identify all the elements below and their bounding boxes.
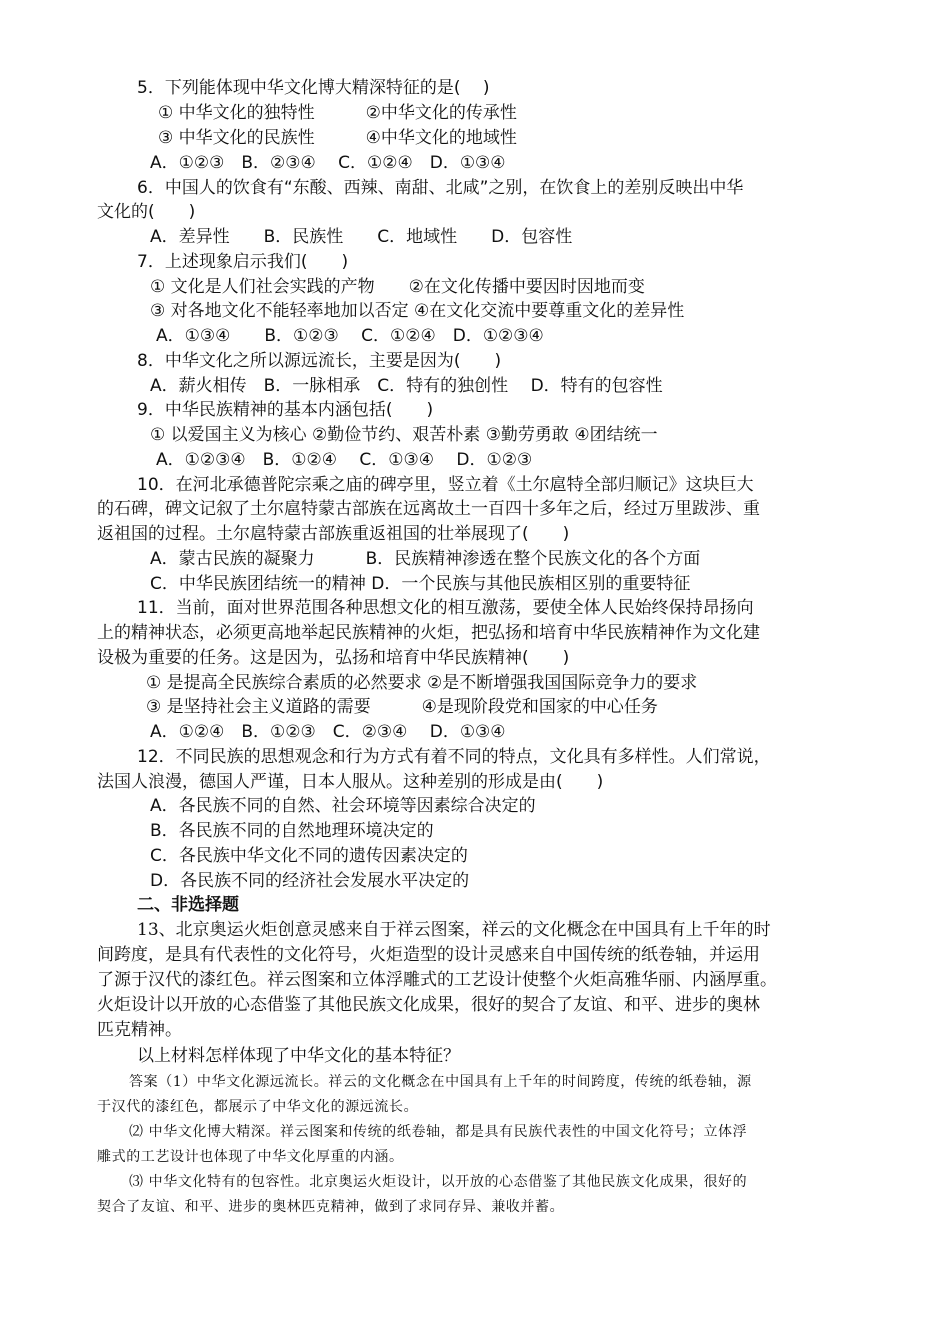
section-heading: 二、非选择题 — [137, 895, 239, 915]
answer-2-line1: ⑵ 中华文化博大精深。祥云图案和传统的纸卷轴，都是具有民族代表性的中国文化符号；立体浮 — [129, 1124, 748, 1140]
q11-options-2: ③ 是坚持社会主义道路的需要 ④是现阶段党和国家的中心任务 — [146, 697, 658, 717]
q11-choices: A．①②④ B．①②③ C．②③④ D．①③④ — [150, 722, 506, 742]
q6-stem-line2: 文化的( ) — [97, 202, 196, 222]
q6-choices: A．差异性 B．民族性 C．地域性 D．包容性 — [150, 227, 573, 247]
answer-1-line1: 答案（1）中华文化源远流长。祥云的文化概念在中国具有上千年的时间跨度，传统的纸卷轴，源 — [129, 1074, 752, 1090]
q13-question: 以上材料怎样体现了中华文化的基本特征？ — [137, 1046, 460, 1066]
answer-3-line1: ⑶ 中华文化特有的包容性。北京奥运火炬设计，以开放的心态借鉴了其他民族文化成果，很好的 — [129, 1174, 748, 1190]
answer-3-line2: 契合了友谊、和平、进步的奥林匹克精神，做到了求同存异、兼收并蓄。 — [97, 1199, 565, 1215]
q10-stem-line1: 10．在河北承德普陀宗乘之庙的碑亭里，竖立着《土尔扈特全部归顺记》这块巨大 — [137, 475, 754, 495]
q5-options-2: ③ 中华文化的民族性 ④中华文化的地域性 — [158, 128, 517, 148]
q10-stem-line2: 的石碑，碑文记叙了土尔扈特蒙古部族在远离故土一百四十多年之后，经过万里跋涉、重 — [97, 499, 760, 519]
answer-1-line2: 于汉代的漆红色，都展示了中华文化的源远流长。 — [97, 1099, 419, 1115]
q7-options-1: ① 文化是人们社会实践的产物 ②在文化传播中要因时因地而变 — [150, 277, 645, 297]
q8-choices: A．薪火相传 B．一脉相承 C．特有的独创性 D．特有的包容性 — [150, 376, 663, 396]
q13-material-line2: 间跨度，是具有代表性的文化符号，火炬造型的设计灵感来自中国传统的纸卷轴，并运用 — [97, 945, 760, 965]
q10-choices-cd: C．中华民族团结统一的精神 D．一个民族与其他民族相区别的重要特征 — [150, 574, 691, 594]
q8-stem: 8．中华文化之所以源远流长，主要是因为( ) — [137, 351, 502, 371]
q7-options-2: ③ 对各地文化不能轻率地加以否定 ④在文化交流中要尊重文化的差异性 — [150, 301, 685, 321]
q13-material-line3: 了源于汉代的漆红色。祥云图案和立体浮雕式的工艺设计使整个火炬高雅华丽、内涵厚重。 — [97, 970, 777, 990]
q11-stem-line1: 11．当前，面对世界范围各种思想文化的相互激荡，要使全体人民始终保持昂扬向 — [137, 598, 754, 618]
q13-material-line5: 匹克精神。 — [97, 1020, 182, 1040]
q7-stem: 7．上述现象启示我们( ) — [137, 252, 349, 272]
q10-choices-ab: A．蒙古民族的凝聚力 B．民族精神渗透在整个民族文化的各个方面 — [150, 549, 701, 569]
q12-choice-a: A．各民族不同的自然、社会环境等因素综合决定的 — [150, 796, 536, 816]
q12-stem-line2: 法国人浪漫，德国人严谨，日本人服从。这种差别的形成是由( ) — [97, 772, 604, 792]
q9-stem: 9．中华民族精神的基本内涵包括( ) — [137, 400, 434, 420]
q5-stem: 5．下列能体现中华文化博大精深特征的是( ) — [137, 78, 490, 98]
q9-options: ① 以爱国主义为核心 ②勤俭节约、艰苦朴素 ③勤劳勇敢 ④团结统一 — [150, 425, 658, 445]
q7-choices: A．①③④ B．①②③ C．①②④ D．①②③④ — [156, 326, 544, 346]
q12-choice-d: D．各民族不同的经济社会发展水平决定的 — [150, 871, 470, 891]
q13-material-line1: 13、北京奥运火炬创意灵感来自于祥云图案，祥云的文化概念在中国具有上千年的时 — [137, 920, 771, 940]
q9-choices: A．①②③④ B．①②④ C．①③④ D．①②③ — [156, 450, 533, 470]
q5-options-1: ① 中华文化的独特性 ②中华文化的传承性 — [158, 103, 517, 123]
q12-choice-c: C．各民族中华文化不同的遗传因素决定的 — [150, 846, 468, 866]
q12-choice-b: B．各民族不同的自然地理环境决定的 — [150, 821, 434, 841]
q11-stem-line2: 上的精神状态，必须更高地举起民族精神的火炬，把弘扬和培育中华民族精神作为文化建 — [97, 623, 760, 643]
q10-stem-line3: 返祖国的过程。土尔扈特蒙古部族重返祖国的壮举展现了( ) — [97, 524, 570, 544]
q5-choices: A．①②③ B．②③④ C．①②④ D．①③④ — [150, 153, 506, 173]
answer-2-line2: 雕式的工艺设计也体现了中华文化厚重的内涵。 — [97, 1149, 404, 1165]
q13-material-line4: 火炬设计以开放的心态借鉴了其他民族文化成果，很好的契合了友谊、和平、进步的奥林 — [97, 995, 760, 1015]
q11-options-1: ① 是提高全民族综合素质的必然要求 ②是不断增强我国国际竞争力的要求 — [146, 673, 698, 693]
q12-stem-line1: 12．不同民族的思想观念和行为方式有着不同的特点，文化具有多样性。人们常说， — [137, 747, 771, 767]
q11-stem-line3: 设极为重要的任务。这是因为，弘扬和培育中华民族精神( ) — [97, 648, 570, 668]
q6-stem-line1: 6．中国人的饮食有“东酸、西辣、南甜、北咸”之别，在饮食上的差别反映出中华 — [137, 178, 744, 198]
